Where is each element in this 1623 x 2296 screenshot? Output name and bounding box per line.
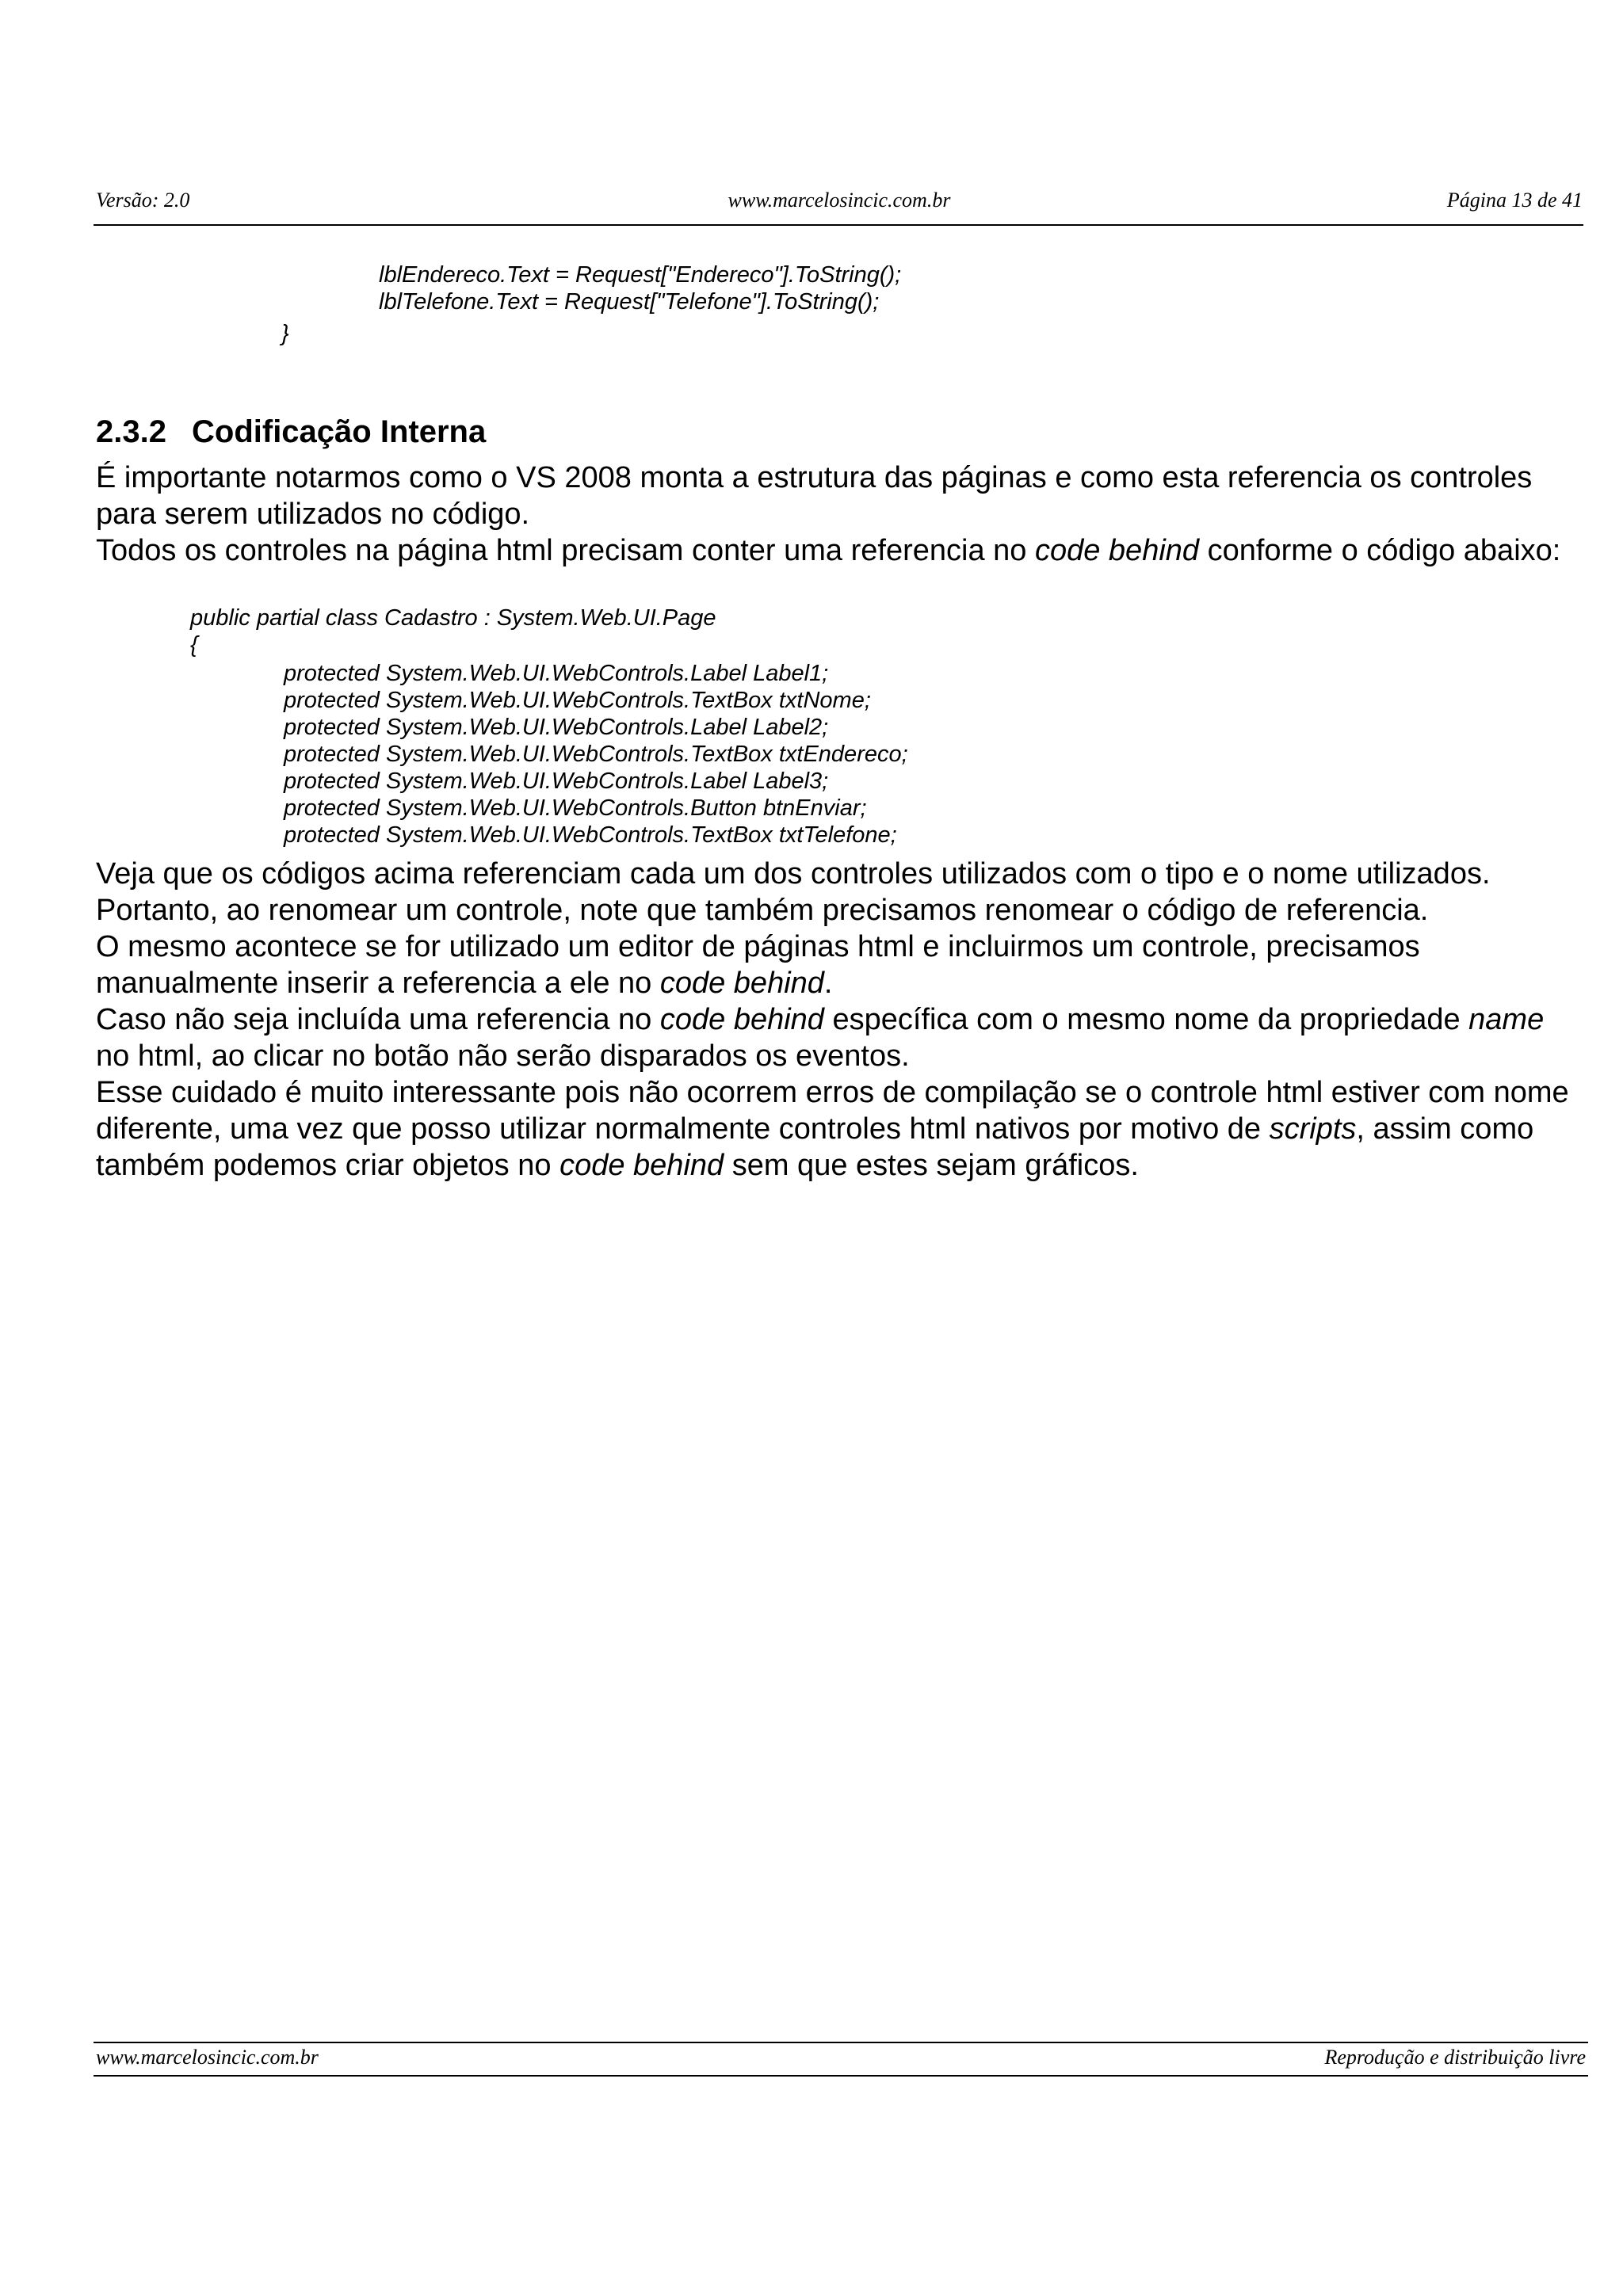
paragraph bbox=[96, 892, 1586, 929]
emphasis: code behind bbox=[559, 1149, 724, 1182]
code-line: protected System.Web.UI.WebControls.TextBox txtNome; bbox=[284, 688, 871, 713]
code-line: lblEndereco.Text = Request["Endereco"].ToString(); bbox=[379, 262, 902, 288]
header-page-number: Página 13 de 41 bbox=[1446, 189, 1583, 212]
paragraph-text: sem que estes sejam gráficos. bbox=[724, 1149, 1139, 1182]
paragraph-text: específica com o mesmo nome da propriedade bbox=[823, 1003, 1469, 1036]
section-number: 2.3.2 bbox=[96, 414, 166, 449]
code-fragment-top bbox=[0, 261, 902, 396]
emphasis: code behind bbox=[659, 1003, 824, 1036]
code-line: } bbox=[281, 321, 289, 346]
header-site: www.marcelosincic.com.br bbox=[727, 189, 951, 212]
paragraph-group bbox=[96, 856, 1586, 1184]
paragraph-text: , assim como também podemos criar objetos no bbox=[96, 1112, 1534, 1182]
emphasis: scripts bbox=[1269, 1112, 1357, 1146]
paragraph-text: Veja que os códigos acima referenciam cada um dos controles utilizados com o tipo e o nome utilizados. bbox=[96, 857, 1491, 891]
section-heading bbox=[96, 414, 486, 450]
paragraph-text: Caso não seja incluída uma referencia no bbox=[96, 1003, 660, 1036]
code-line: protected System.Web.UI.WebControls.Label Label1; bbox=[284, 661, 829, 686]
footer-divider-top bbox=[94, 2042, 1588, 2043]
code-line: protected System.Web.UI.WebControls.Label Label2; bbox=[284, 715, 829, 740]
header-divider bbox=[94, 224, 1583, 226]
paragraph-text: É importante notarmos como o VS 2008 monta a estrutura das páginas e como esta referencia os controles para serem utilizados no código. bbox=[96, 461, 1533, 531]
paragraph bbox=[96, 1074, 1586, 1184]
code-line: public partial class Cadastro : System.Web.UI.Page bbox=[190, 605, 716, 631]
footer-license: Reprodução e distribuição livre bbox=[1324, 2046, 1586, 2069]
section-title: Codificação Interna bbox=[192, 414, 487, 449]
code-line: protected System.Web.UI.WebControls.TextBox txtTelefone; bbox=[284, 822, 897, 848]
paragraph bbox=[96, 1001, 1586, 1074]
footer-site: www.marcelosincic.com.br bbox=[96, 2046, 319, 2069]
code-line: { bbox=[190, 632, 198, 658]
footer-divider-bottom bbox=[94, 2075, 1588, 2077]
paragraph-text: Esse cuidado é muito interessante pois não ocorrem erros de compilação se o controle html estiver com nome diferente, uma vez que posso utilizar normalmente controles html nativos por motivo de bbox=[96, 1076, 1569, 1146]
paragraph bbox=[96, 929, 1586, 1001]
paragraph bbox=[96, 460, 1586, 532]
emphasis: code behind bbox=[1034, 534, 1200, 567]
code-line: lblTelefone.Text = Request["Telefone"].ToString(); bbox=[379, 289, 880, 315]
paragraph-text: O mesmo acontece se for utilizado um editor de páginas html e incluirmos um controle, precisamos manualmente inserir a referencia a ele no bbox=[96, 930, 1420, 1000]
paragraph-text: no html, ao clicar no botão não serão disparados os eventos. bbox=[96, 1039, 910, 1073]
emphasis: name bbox=[1468, 1003, 1545, 1036]
code-line: protected System.Web.UI.WebControls.TextBox txtEndereco; bbox=[284, 742, 908, 767]
paragraph-text: conforme o código abaixo: bbox=[1199, 534, 1561, 567]
code-line: protected System.Web.UI.WebControls.Button btnEnviar; bbox=[284, 795, 867, 821]
code-line: protected System.Web.UI.WebControls.Label Label3; bbox=[284, 769, 829, 794]
paragraph-text: Portanto, ao renomear um controle, note que também precisamos renomear o código de referencia. bbox=[96, 894, 1429, 927]
emphasis: code behind bbox=[659, 967, 824, 1000]
paragraph bbox=[96, 532, 1586, 569]
paragraph bbox=[96, 856, 1586, 892]
paragraph-text: . bbox=[823, 967, 833, 1000]
paragraph-text: Todos os controles na página html precisam conter uma referencia no bbox=[96, 534, 1035, 567]
header-version: Versão: 2.0 bbox=[96, 189, 190, 212]
